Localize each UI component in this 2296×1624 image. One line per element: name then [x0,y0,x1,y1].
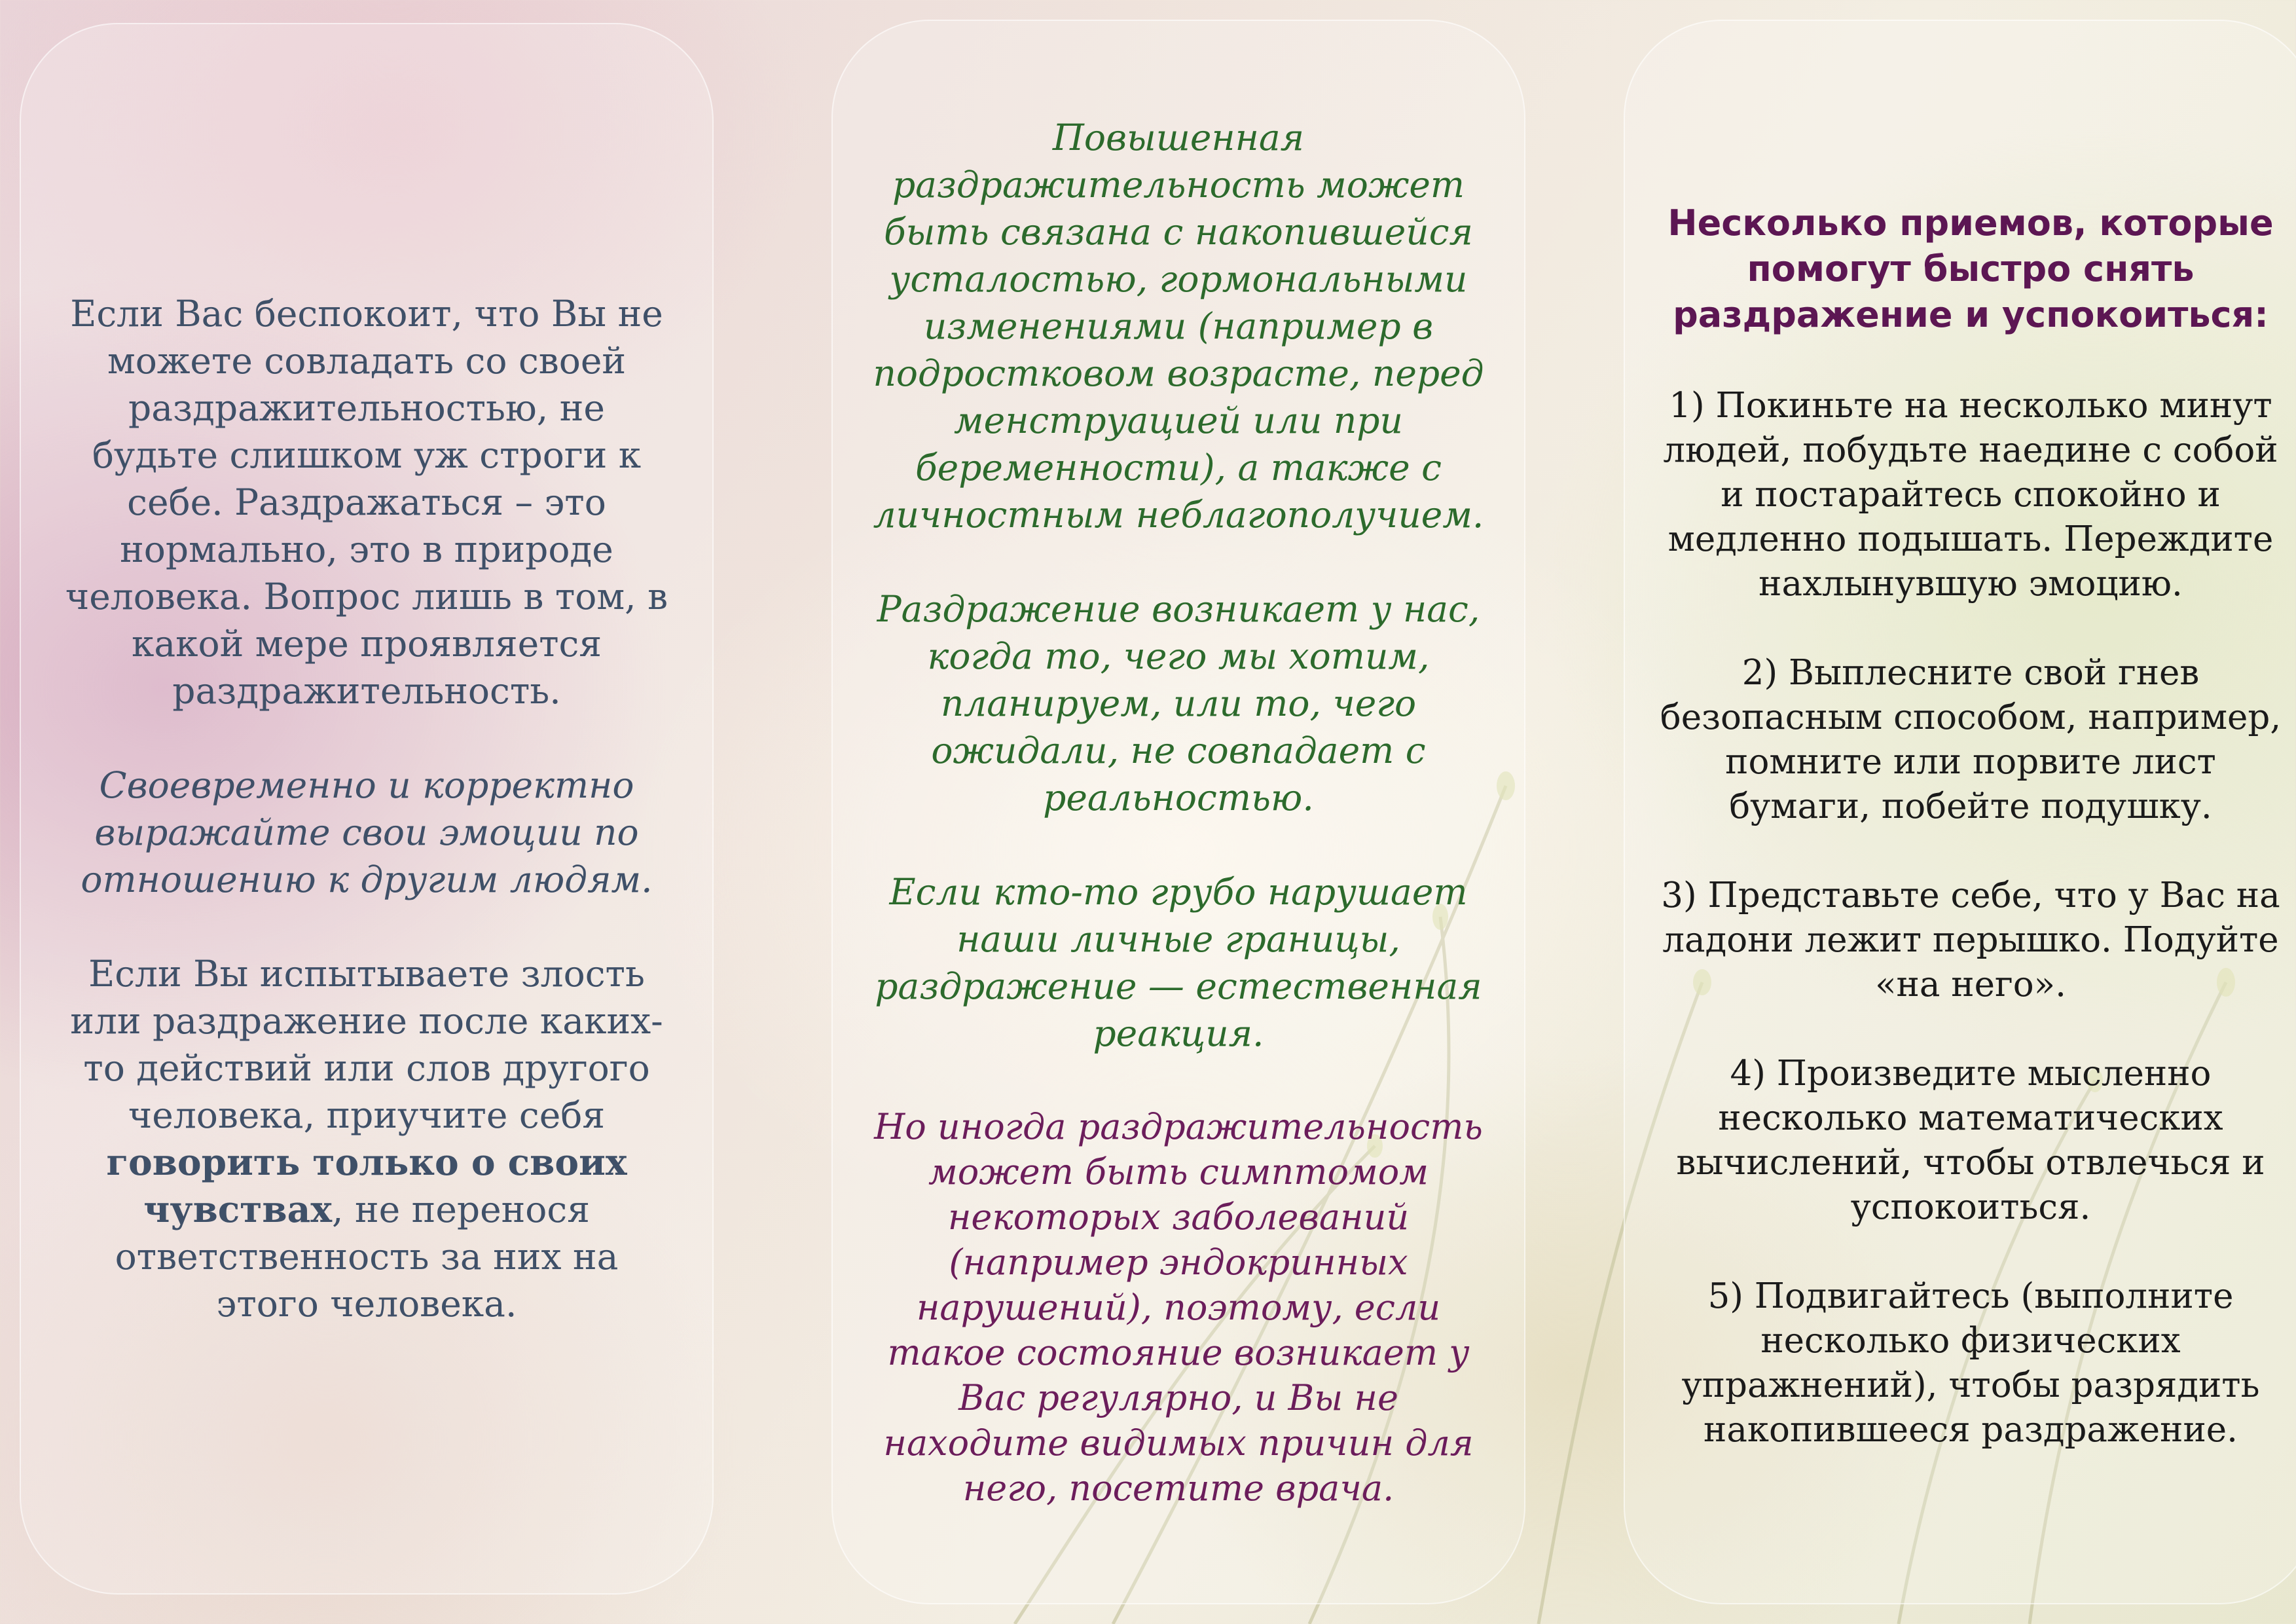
left-paragraph-3-bold: говорить только о своих чувствах [106,1141,627,1230]
left-panel [20,23,714,1595]
tip-item: 5) Подвигайтесь (выполните несколько физических упражнений), чтобы разрядить накопившееся раздражение. [1681,1276,2260,1450]
tip-item: 4) Произведите мысленно несколько математических вычислений, чтобы отвлечься и успокоиться. [1676,1054,2265,1228]
middle-panel [831,20,1525,1604]
tips-list [1658,384,2284,1452]
left-paragraph-2: Своевременно и корректно выражайте свои эмоции по отношению к другим людям. [81,764,653,900]
right-panel [1624,20,2296,1604]
left-paragraph-3 [60,950,673,1327]
middle-paragraph-1: Повышенная раздражительность может быть связана с накопившейся усталостью, гормональными изменениями (например в подростковом возрасте, перед менструацией или при беременности), а также с личностным неблагополучием. [873,116,1484,536]
middle-paragraph-3: Если кто-то грубо нарушает наши личные границы, раздражение — естественная реакция. [875,870,1482,1054]
tip-item: 2) Выплесните свой гнев безопасным способом, например, помните или порвите лист бумаги, побейте подушку. [1660,653,2282,827]
middle-paragraph-4: Но иногда раздражительность может быть симптомом некоторых заболеваний (например эндокринных нарушений), поэтому, если такое состояние возникает у Вас регулярно, и Вы не находите видимых причин для него, посетите врача. [874,1105,1483,1509]
middle-panel-text [866,114,1491,1511]
left-paragraph-3-start: Если Вы испытываете злость или раздражение после каких-то действий или слов другого человека, приучите себя [70,953,663,1136]
right-panel-title: Несколько приемов, которые помогут быстро снять раздражение и успокоиться: [1667,202,2274,336]
left-paragraph-3-end: , не перенося ответственность за них на этого человека. [115,1189,619,1325]
left-paragraph-1: Если Вас беспокоит, что Вы не можете совладать со своей раздражительностью, не будьте слишком уж строги к себе. Раздражаться – это нормально, это в природе человека. Вопрос лишь в том, в какой мере проявляется раздражительность. [65,293,668,712]
tip-item: 3) Представьте себе, что у Вас на ладони лежит перышко. Подуйте «на него». [1661,876,2280,1005]
left-panel-text [60,290,673,1327]
tip-item: 1) Покиньте на несколько минут людей, побудьте наедине с собой и постарайтесь спокойно и медленно подышать. Переждите нахлынувшую эмоцию. [1663,386,2278,604]
middle-paragraph-2: Раздражение возникает у нас, когда то, чего мы хотим, планируем, или то, чего ожидали, не совпадает с реальностью. [877,587,1480,819]
